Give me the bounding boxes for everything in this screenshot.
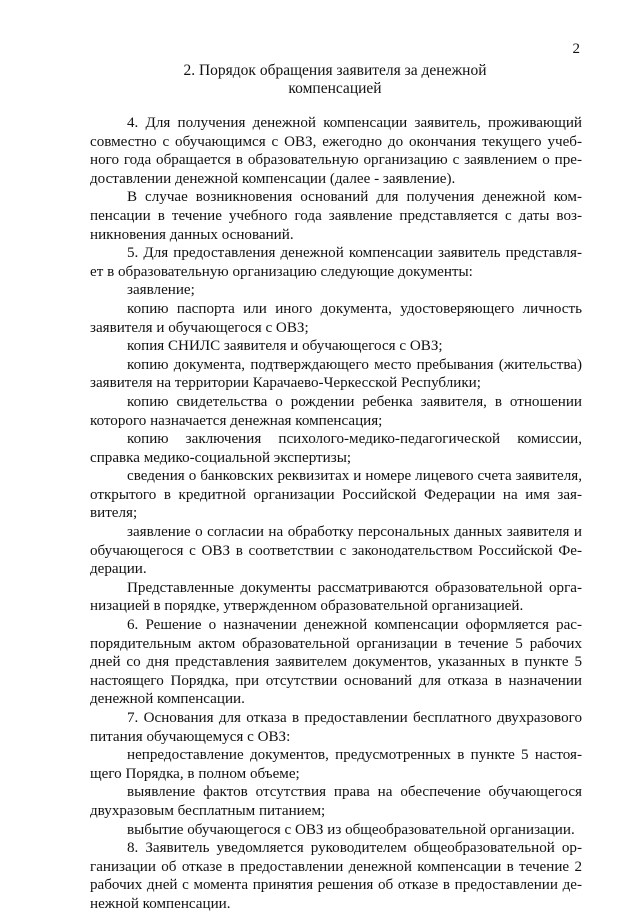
refusal-reason-item: выбытие обучающегося с ОВЗ из общеобразовательной организации. [127,821,575,838]
refusal-reason-item: непредоставление документов, предусмотренных в пункте 5 настоящего Порядка, в полном объеме; [90,747,582,782]
document-list-item: копию паспорта или иного документа, удостоверяющего личность заявителя и обучающегося с ОВЗ; [90,300,582,336]
document-list-item: сведения о банковских реквизитах и номере лицевого счета заявителя, открытого в кредитной организации Российской Федерации на имя заявителя; [90,468,582,522]
document-list-item: копию свидетельства о рождении ребенка заявителя, в отношении которого назначается денежная компенсация; [90,393,582,429]
section-heading-line-2: компенсацией [288,80,382,97]
paragraph-5-review: Представленные документы рассматриваются образовательной организацией в порядке, утвержденном образовательной организацией. [90,579,582,615]
paragraph-4-intro: 4. Для получения денежной компенсации заявитель, проживающий совместно с обучающимся с ОВЗ, ежегодно до окончания текущего учебного года обращается в образовательную организацию с заявлением о предоставлении денежной компенсации (далее - заявление). [90,115,582,187]
document-list-item: копию документа, подтверждающего место пребывания (жительства) заявителя на территории Карачаево-Черкесской Республики; [90,356,582,392]
section-heading [90,62,580,98]
page-number: 2 [572,41,580,57]
document-list-item: заявление; [127,282,195,299]
paragraph-8: 8. Заявитель уведомляется руководителем общеобразовательной организации об отказе в предоставлении денежной компенсации в течение 2 рабочих дней с момента принятия решения об отказе в предоставлении денежной компенсации. [90,840,582,912]
paragraph-6: 6. Решение о назначении денежной компенсации оформляется распорядительным актом образовательной организации в течение 5 рабочих дней со дня представления заявителем документов, указанных в пункте 5 настоящего Порядка, при отсутствии оснований для отказа в назначении денежной компенсации. [90,617,582,708]
document-body [90,114,582,914]
document-list-item: копия СНИЛС заявителя и обучающегося с ОВЗ; [127,338,443,355]
paragraph-5-intro: 5. Для предоставления денежной компенсации заявитель представляет в образовательную организацию следующие документы: [90,245,582,280]
section-heading-line-1: 2. Порядок обращения заявителя за денежной [183,62,487,79]
paragraph-4-during-year: В случае возникновения оснований для получения денежной компенсации в течение учебного года заявление представляется с даты возникновения данных оснований. [90,189,582,243]
paragraph-7-intro: 7. Основания для отказа в предоставлении бесплатного двухразового питания обучающемуся с ОВЗ: [90,710,582,745]
refusal-reason-item: выявление фактов отсутствия права на обеспечение обучающегося двухразовым бесплатным питанием; [90,784,582,819]
document-list-item: заявление о согласии на обработку персональных данных заявителя и обучающегося с ОВЗ в соответствии с законодательством Российской Федерации. [90,524,582,578]
document-list-item: копию заключения психолого-медико-педагогической комиссии, справка медико-социальной экспертизы; [90,431,582,466]
